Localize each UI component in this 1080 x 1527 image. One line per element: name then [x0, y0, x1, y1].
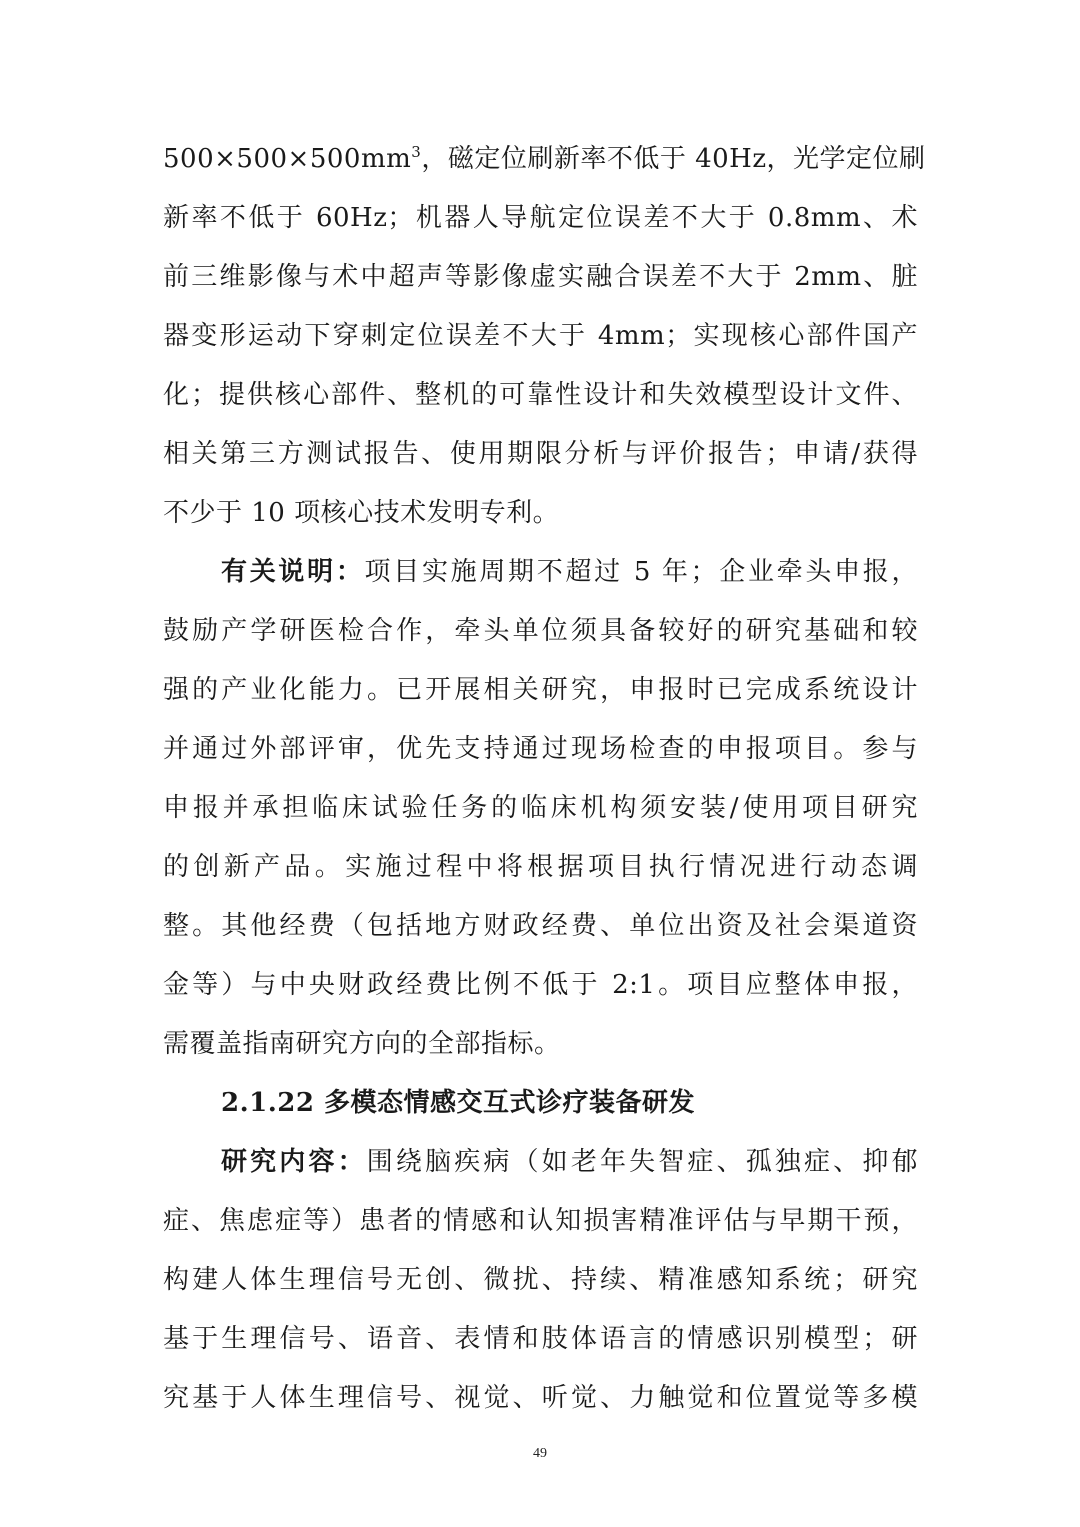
text-line: 强的产业化能力。已开展相关研究，申报时已完成系统设计	[163, 675, 918, 705]
paragraph-specifications	[163, 130, 926, 543]
text-fragment: ，磁定位刷新率不低于 40Hz，光学定位刷	[421, 144, 926, 174]
text-line: 金等）与中央财政经费比例不低于 2:1。项目应整体申报，	[163, 970, 918, 1000]
text-line: 不少于 10 项核心技术发明专利。	[163, 498, 560, 528]
document-body	[163, 130, 926, 1428]
text-line: 前三维影像与术中超声等影像虚实融合误差不大于 2mm、脏	[163, 262, 918, 292]
text-line: 申报并承担临床试验任务的临床机构须安装/使用项目研究	[163, 793, 918, 823]
research-label: 研究内容：	[221, 1147, 367, 1177]
text-fragment: 500×500×500mm	[163, 144, 412, 174]
text-line: 并通过外部评审，优先支持通过现场检查的申报项目。参与	[163, 734, 918, 764]
text-line	[163, 543, 918, 602]
text-line: 需覆盖指南研究方向的全部指标。	[163, 1029, 561, 1059]
text-line: 究基于人体生理信号、视觉、听觉、力触觉和位置觉等多模	[163, 1383, 918, 1413]
text-fragment: 围绕脑疾病（如老年失智症、孤独症、抑郁	[366, 1147, 918, 1177]
paragraph-notes	[163, 543, 918, 1074]
text-line: 新率不低于 60Hz；机器人导航定位误差不大于 0.8mm、术	[163, 203, 918, 233]
text-line: 器变形运动下穿刺定位误差不大于 4mm；实现核心部件国产	[163, 321, 918, 351]
text-line: 鼓励产学研医检合作，牵头单位须具备较好的研究基础和较	[163, 616, 918, 646]
text-fragment: 项目实施周期不超过 5 年；企业牵头申报，	[364, 557, 918, 587]
text-line: 化；提供核心部件、整机的可靠性设计和失效模型设计文件、	[163, 380, 918, 410]
notes-label: 有关说明：	[221, 557, 365, 587]
text-line: 症、焦虑症等）患者的情感和认知损害精准评估与早期干预，	[163, 1206, 918, 1236]
text-line: 的创新产品。实施过程中将根据项目执行情况进行动态调	[163, 852, 918, 882]
text-line	[163, 130, 926, 189]
text-line: 构建人体生理信号无创、微扰、持续、精准感知系统；研究	[163, 1265, 918, 1295]
text-line	[163, 1133, 918, 1192]
text-line: 整。其他经费（包括地方财政经费、单位出资及社会渠道资	[163, 911, 918, 941]
text-line: 基于生理信号、语音、表情和肢体语言的情感识别模型；研	[163, 1324, 918, 1354]
section-heading: 2.1.22 多模态情感交互式诊疗装备研发	[221, 1088, 696, 1118]
paragraph-research-content	[163, 1133, 918, 1428]
page-number: 49	[533, 1446, 547, 1461]
text-line: 相关第三方测试报告、使用期限分析与评价报告；申请/获得	[163, 439, 918, 469]
superscript: 3	[411, 143, 422, 161]
